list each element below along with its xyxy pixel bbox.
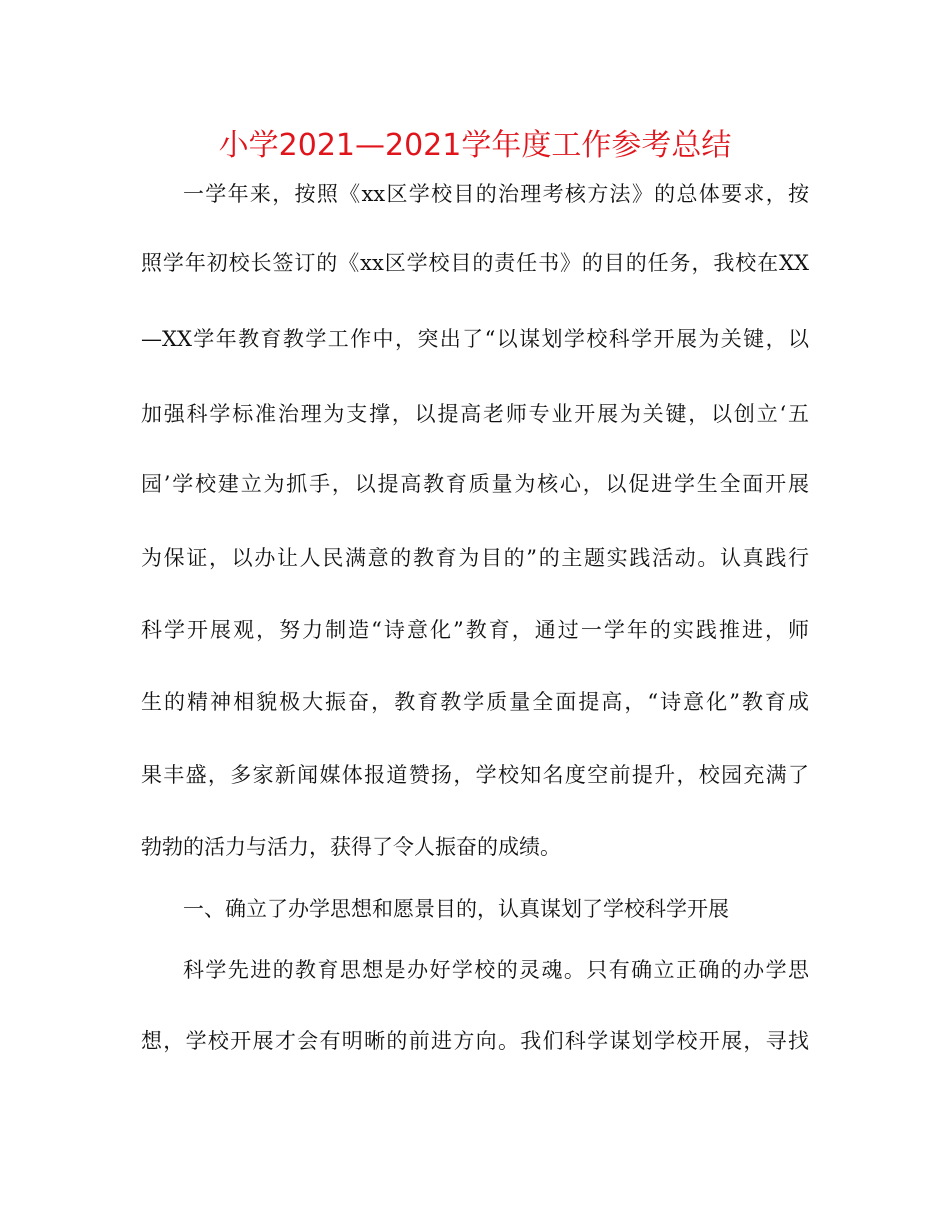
body-line-5: 园’学校建立为抓手，以提高教育质量为核心，以促进学生全面开展 [141,472,809,496]
body-line-10: 勃勃的活力与活力，获得了令人振奋的成绩。 [141,835,561,859]
body-line-6: 为保证，以办让人民满意的教育为目的”的主题实践活动。认真践行 [141,546,809,570]
body-line-1: 一学年来，按照《xx区学校目的治理考核方法》的总体要求，按 [183,182,809,206]
body-line-11: 科学先进的教育思想是办好学校的灵魂。只有确立正确的办学思 [183,958,809,982]
body-line-8: 生的精神相貌极大振奋，教育教学质量全面提高，“诗意化”教育成 [141,690,809,714]
body-line-4: 加强科学标准治理为支撑，以提高老师专业开展为关键，以创立‘五 [141,402,809,426]
document-title: 小学2021—2021学年度工作参考总结 [218,128,732,163]
body-line-7: 科学开展观，努力制造“诗意化”教育，通过一学年的实践推进，师 [141,618,809,642]
body-line-2: 照学年初校长签订的《xx区学校目的责任书》的目的任务，我校在XX [141,251,809,275]
body-line-9: 果丰盛，多家新闻媒体报道赞扬，学校知名度空前提升，校园充满了 [141,763,809,787]
body-line-12: 想，学校开展才会有明晰的前进方向。我们科学谋划学校开展，寻找 [141,1029,809,1053]
section-heading-1: 一、确立了办学思想和愿景目的，认真谋划了学校科学开展 [183,897,729,921]
body-line-3: —XX学年教育教学工作中，突出了“以谋划学校科学开展为关键，以 [141,327,809,351]
